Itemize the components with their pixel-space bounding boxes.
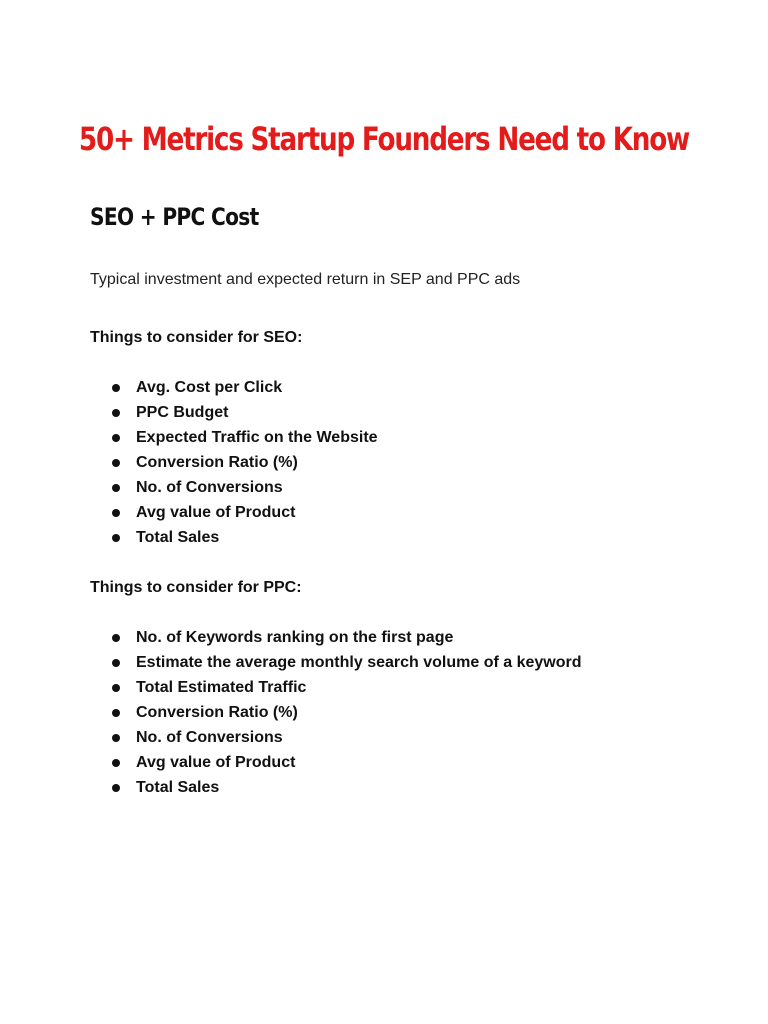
bullet-icon xyxy=(112,484,120,492)
bullet-icon xyxy=(112,784,120,792)
bullet-icon xyxy=(112,459,120,467)
seo-list-item-text: PPC Budget xyxy=(136,404,229,421)
seo-list-item-text: Avg. Cost per Click xyxy=(136,379,283,396)
bullet-icon xyxy=(112,509,120,517)
seo-list-item-text: Avg value of Product xyxy=(136,504,296,521)
bullet-icon xyxy=(112,659,120,667)
seo-heading: Things to consider for SEO: xyxy=(90,329,303,346)
ppc-list-item-text: Conversion Ratio (%) xyxy=(136,704,298,721)
bullet-icon xyxy=(112,709,120,717)
ppc-list-item-text: Avg value of Product xyxy=(136,754,296,771)
seo-list-item-text: No. of Conversions xyxy=(136,479,283,496)
bullet-icon xyxy=(112,534,120,542)
bullet-icon xyxy=(112,734,120,742)
seo-list-item-text: Expected Traffic on the Website xyxy=(136,429,378,446)
ppc-list-item-text: Estimate the average monthly search volume of a keyword xyxy=(136,654,582,671)
bullet-icon xyxy=(112,409,120,417)
document-title: 50+ Metrics Startup Founders Need to Know xyxy=(78,120,690,159)
bullet-icon xyxy=(112,684,120,692)
ppc-list-item-text: Total Sales xyxy=(136,779,220,796)
seo-list-item-text: Total Sales xyxy=(136,529,220,546)
bullet-icon xyxy=(112,759,120,767)
ppc-list-item-text: Total Estimated Traffic xyxy=(136,679,307,696)
intro-paragraph: Typical investment and expected return in SEP and PPC ads xyxy=(90,271,521,288)
ppc-list-item-text: No. of Conversions xyxy=(136,729,283,746)
ppc-heading: Things to consider for PPC: xyxy=(90,579,302,596)
seo-list-item-text: Conversion Ratio (%) xyxy=(136,454,298,471)
bullet-icon xyxy=(112,434,120,442)
section-title: SEO + PPC Cost xyxy=(90,202,259,231)
ppc-list-item-text: No. of Keywords ranking on the first page xyxy=(136,629,454,646)
bullet-icon xyxy=(112,384,120,392)
bullet-icon xyxy=(112,634,120,642)
